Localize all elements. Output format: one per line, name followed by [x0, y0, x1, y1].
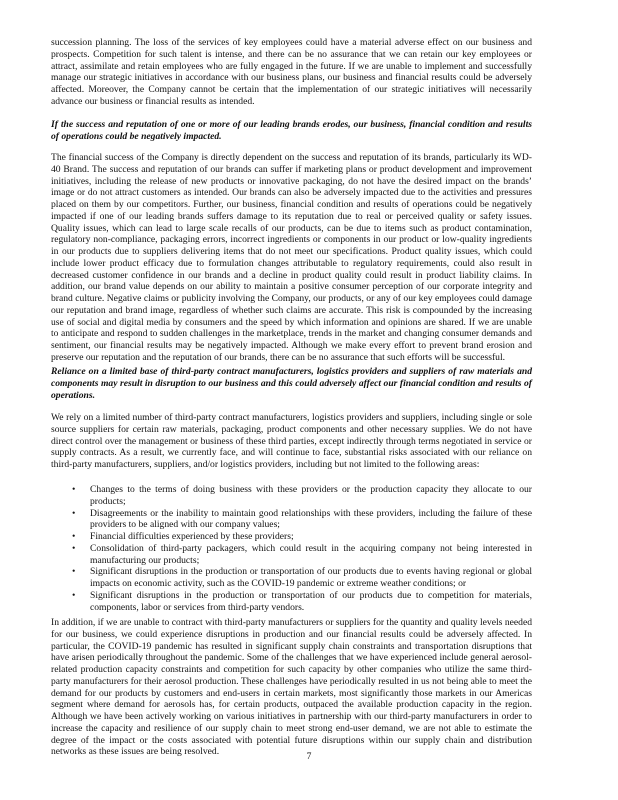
list-item — [51, 508, 532, 532]
paragraph-covid-supply: In addition, if we are unable to contract with third-party manufacturers or suppliers for the quantity and quality levels needed for our business, we could experience disruptions in production and our financial results could be adversely affected. In particular, the COVID-19 pandemic has resulted in significant supply chain constraints and transportation disruptions that have arisen periodically throughout the pandemic. Some of the challenges that we have experienced include general aerosol-related production capacity constraints and competition for such capacity by other companies who utilize the same third-party manufacturers for their aerosol production. These challenges have periodically resulted in us not being able to meet the demand for our products by customers and end-users in certain markets, most significantly those markets in our Americas segment where demand for aerosols has, for certain products, outpaced the available production capacity in the region. Although we have been actively working on various initiatives in partnership with our third-party manufacturers in order to increase the capacity and resilience of our supply chain to meet strong end-user demand, we are not able to estimate the degree of the impact or the costs associated with potential future disruptions within our supply chain and distribution networks as these issues are being resolved. — [51, 617, 532, 758]
list-item — [51, 590, 532, 614]
list-item — [51, 531, 532, 543]
list-item-text: Changes to the terms of doing business with these providers or the production capacity they allocate to our products; — [90, 484, 532, 507]
list-item-text: Significant disruptions in the production or transportation of our products due to competition for materials, components, labor or services from third-party vendors. — [90, 589, 532, 613]
paragraph-brands: The financial success of the Company is directly dependent on the success and reputation of its brands, particularly its WD-40 Brand. The success and reputation of our brands can suffer if marketing plans or product development and improvement initiatives, including the release of new products or innovative packaging, do not have the desired impact on the brands’ image or do not attract customers as intended. Our brands can also be adversely impacted due to the activities and pressures placed on them by our competitors. Further, our business, financial condition and results of operations could be negatively impacted if one of our leading brands suffers damage to its reputation due to real or perceived quality or safety issues. Quality issues, which can lead to large scale recalls of our products, can be due to items such as product contamination, regulatory non-compliance, packaging errors, incorrect ingredients or components in our product or low-quality ingredients in our products due to suppliers delivering items that do not meet our specifications. Product quality issues, which could include lower product efficacy due to formulation changes attributable to regulatory requirements, could also result in decreased customer confidence in our brands and a decline in product quality could result in product liability claims. In addition, our brand value depends on our ability to maintain a positive consumer perception of our corporate integrity and brand culture. Negative claims or publicity involving the Company, our products, or any of our key employees could damage our reputation and brand image, regardless of whether such claims are accurate. This risk is compounded by the increasing use of social and digital media by consumers and the speed by which information and opinions are shared. If we are unable to anticipate and respond to sudden challenges in the marketplace, trends in the market and changing consumer demands and sentiment, our financial results may be negatively impacted. Although we make every effort to prevent brand erosion and preserve our reputation and the reputation of our brands, there can be no assurance that such efforts will be successful. — [51, 152, 532, 363]
list-item — [51, 543, 532, 567]
risk-heading-suppliers: Reliance on a limited base of third-party contract manufacturers, logistics providers and suppliers of raw materials and components may result in disruption to our business and this could adversely affect our financial condition and results of operations. — [51, 366, 532, 401]
bullet-icon: • — [72, 531, 76, 542]
list-item — [51, 484, 532, 508]
list-item-text: Financial difficulties experienced by these providers; — [90, 531, 294, 542]
bullet-icon: • — [72, 589, 76, 601]
paragraph-suppliers: We rely on a limited number of third-party contract manufacturers, logistics providers and suppliers, including single or sole source suppliers for certain raw materials, packaging, product components and other necessary supplies. We do not have direct control over the management or business of these third parties, except indirectly through terms negotiated in service or supply contracts. As a result, we currently face, and will continue to face, substantial risks associated with our reliance on third-party manufacturers, suppliers, and/or logistics providers, including but not limited to the following areas: — [51, 412, 532, 470]
bullet-icon: • — [72, 542, 76, 554]
list-item-text: Consolidation of third-party packagers, which could result in the acquiring company not being interested in manufacturing our products; — [90, 542, 532, 566]
list-item-text: Disagreements or the inability to maintain good relationships with these providers, including the failure of these providers to be aligned with our company values; — [90, 507, 532, 531]
list-item — [51, 566, 532, 590]
bullet-icon: • — [72, 484, 76, 495]
page-number: 7 — [306, 751, 312, 762]
bullet-icon: • — [72, 507, 76, 519]
risk-bullet-list — [51, 484, 532, 613]
risk-heading-brands: If the success and reputation of one or more of our leading brands erodes, our business, financial condition and results of operations could be negatively impacted. — [51, 119, 532, 142]
paragraph-succession: succession planning. The loss of the services of key employees could have a material adverse effect on our business and prospects. Competition for such talent is intense, and there can be no assurance that we can retain our key employees or attract, assimilate and retain employees who are fully engaged in the future. If we are unable to implement and successfully manage our strategic initiatives in accordance with our business plans, our business and financial results could be adversely affected. Moreover, the Company cannot be certain that the implementation of our strategic initiatives will necessarily advance our business or financial results as intended. — [51, 37, 532, 107]
bullet-icon: • — [72, 566, 76, 578]
list-item-text: Significant disruptions in the production or transportation of our products due to events having regional or global impacts on economic activity, such as the COVID-19 pandemic or extreme weather conditions; or — [90, 566, 532, 589]
